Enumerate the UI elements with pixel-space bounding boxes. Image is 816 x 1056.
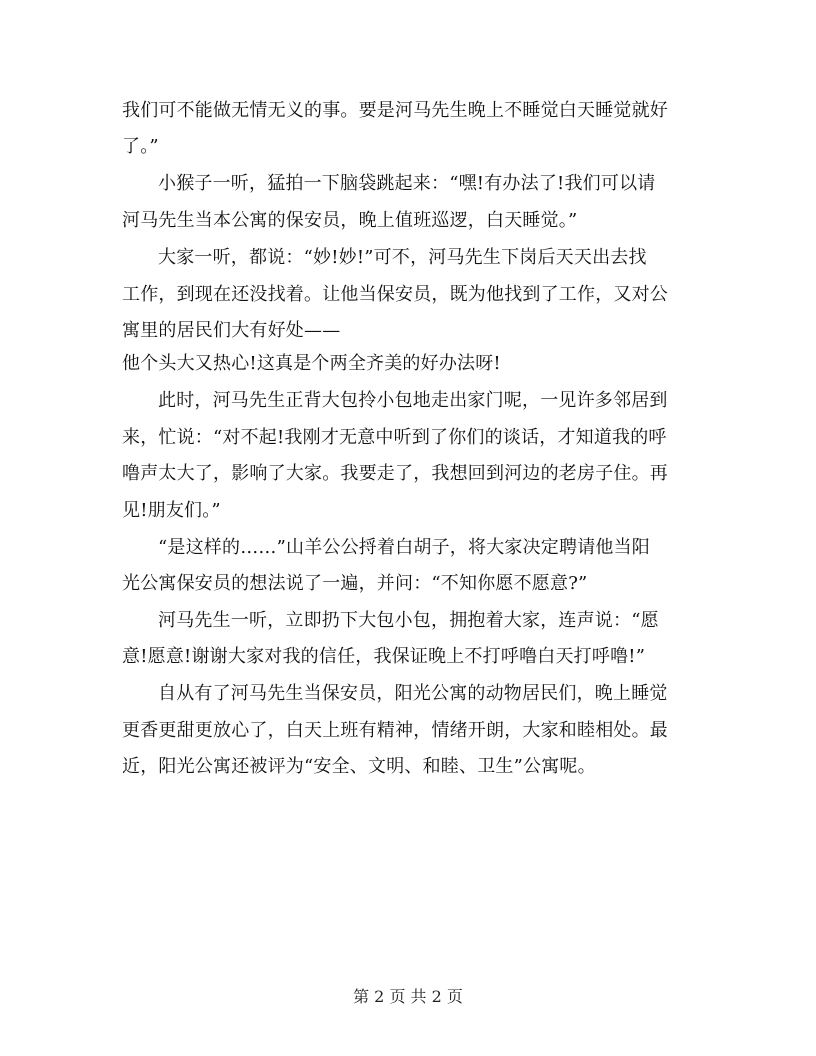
- text-line: 了。”: [122, 136, 159, 157]
- text-line: 小猴子一听，猛拍一下脑袋跳起来：“嘿!有办法了!我们可以请: [158, 173, 656, 194]
- text-line: 河马先生一听，立即扔下大包小包，拥抱着大家，连声说：“愿: [158, 610, 659, 631]
- text-line: 我们可不能做无情无义的事。要是河马先生晚上不睡觉白天睡觉就好: [122, 100, 668, 121]
- text-line: 大家一听，都说：“妙!妙!”可不，河马先生下岗后天天出去找: [158, 247, 647, 268]
- text-line: 噜声太大了，影响了大家。我要走了，我想回到河边的老房子住。再: [122, 463, 668, 484]
- text-line: 光公寓保安员的想法说了一遍，并问：“不知你愿不愿意?”: [122, 573, 588, 594]
- text-line: 他个头大又热心!这真是个两全齐美的好办法呀!: [122, 353, 501, 374]
- text-line: “是这样的……”山羊公公捋着白胡子，将大家决定聘请他当阳: [158, 537, 651, 558]
- page-footer: 第 2 页 共 2 页: [353, 987, 463, 1006]
- text-line: 寓里的居民们大有好处——: [122, 320, 341, 341]
- text-line: 工作，到现在还没找着。让他当保安员，既为他找到了工作，又对公: [122, 284, 668, 305]
- text-line: 近，阳光公寓还被评为“安全、文明、和睦、卫生”公寓呢。: [122, 756, 596, 777]
- text-line: 更香更甜更放心了，白天上班有精神，情绪开朗，大家和睦相处。最: [122, 720, 668, 741]
- text-line: 来，忙说：“对不起!我刚才无意中听到了你们的谈话，才知道我的呼: [122, 427, 667, 448]
- text-line: 此时，河马先生正背大包拎小包地走出家门呢，一见许多邻居到: [158, 390, 668, 411]
- text-line: 自从有了河马先生当保安员，阳光公寓的动物居民们，晚上睡觉: [158, 683, 668, 704]
- text-line: 见!朋友们。”: [122, 500, 221, 521]
- text-line: 意!愿意!谢谢大家对我的信任，我保证晚上不打呼噜白天打呼噜!”: [122, 646, 646, 667]
- text-line: 河马先生当本公寓的保安员，晚上值班巡逻，白天睡觉。”: [122, 210, 578, 231]
